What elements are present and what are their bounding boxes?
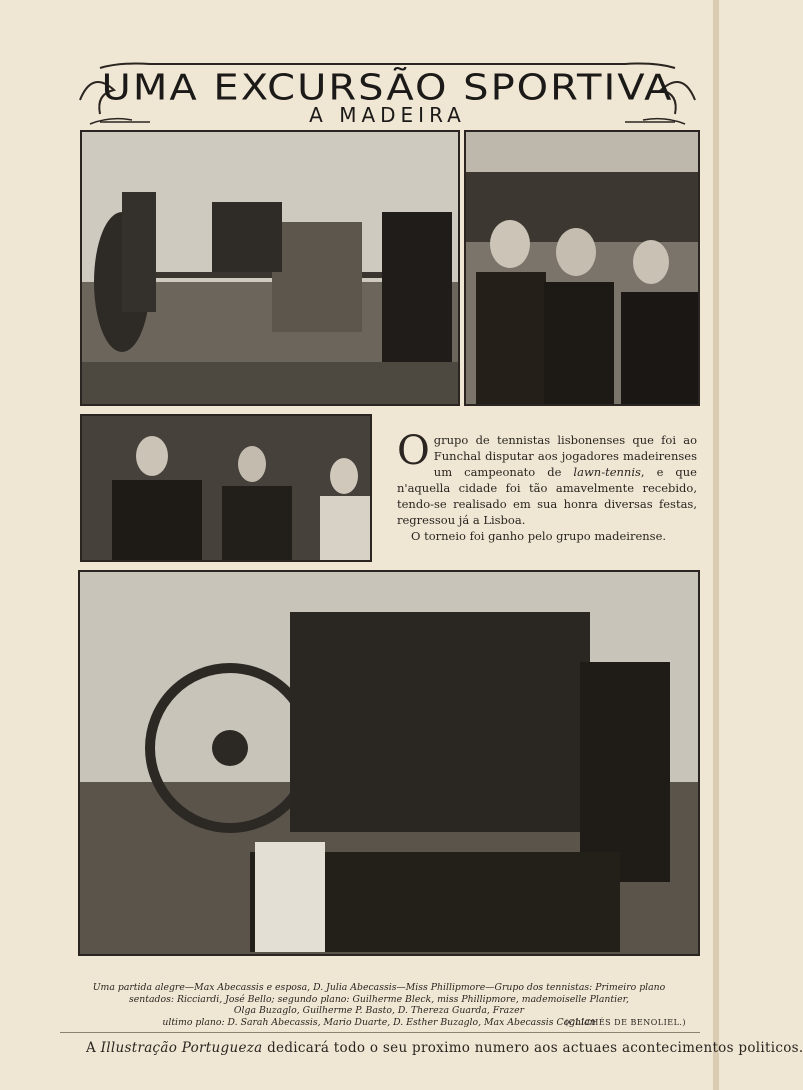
caption-line: ultimo plano: D. Sarah Abecassis, Mario Duarte, D. Esther Buzaglo, Max Abecassis Coghlan — [162, 1016, 596, 1028]
photo-credit: (CLICHÉS DE BENOLIEL.) — [565, 1018, 687, 1027]
title-line-1: UMA EXCURSÃO SPORTIVA — [101, 67, 674, 109]
photo-deck-scene — [80, 130, 460, 406]
caption-line: sentados: Ricciardi, José Bello; segundo plano: Guilherme Bleck, miss Phillipmore, mademoiselle Plantier, — [129, 993, 629, 1005]
article-body — [397, 428, 697, 544]
title-banner — [80, 60, 695, 126]
footer-notice: A Illustração Portugueza dedicará todo o seu proximo numero aos actuaes acontecimentos politicos. — [86, 1040, 803, 1056]
photo-group-portrait — [464, 130, 700, 406]
photo-small-group — [80, 414, 372, 562]
divider — [60, 1032, 700, 1033]
title-line-2: A MADEIRA — [309, 103, 466, 127]
page-gutter — [713, 0, 719, 1090]
dropcap-letter: O — [397, 428, 430, 474]
caption-line: Olga Buzaglo, Guilherme P. Basto, D. Thereza Guarda, Frazer — [233, 1005, 525, 1016]
article-paragraph-2: O torneio foi ganho pelo grupo madeirense. — [411, 529, 667, 543]
photo-tennis-group — [78, 570, 700, 956]
article-paragraph-1: O grupo de tennistas lisbonenses que foi ao Funchal disputar aos jogadores madeirenses um campeonato de lawn-tennis, e que n'aquella cidade foi tão amavelmente recebido, tendo-se realisado em sua honra diversas festas, regressou já a Lisboa. — [397, 428, 697, 527]
caption-line: Uma partida alegre—Max Abecassis e esposa, D. Julia Abecassis—Miss Phillipmore—Grupo dos tennistas: Primeiro plano — [92, 982, 666, 993]
